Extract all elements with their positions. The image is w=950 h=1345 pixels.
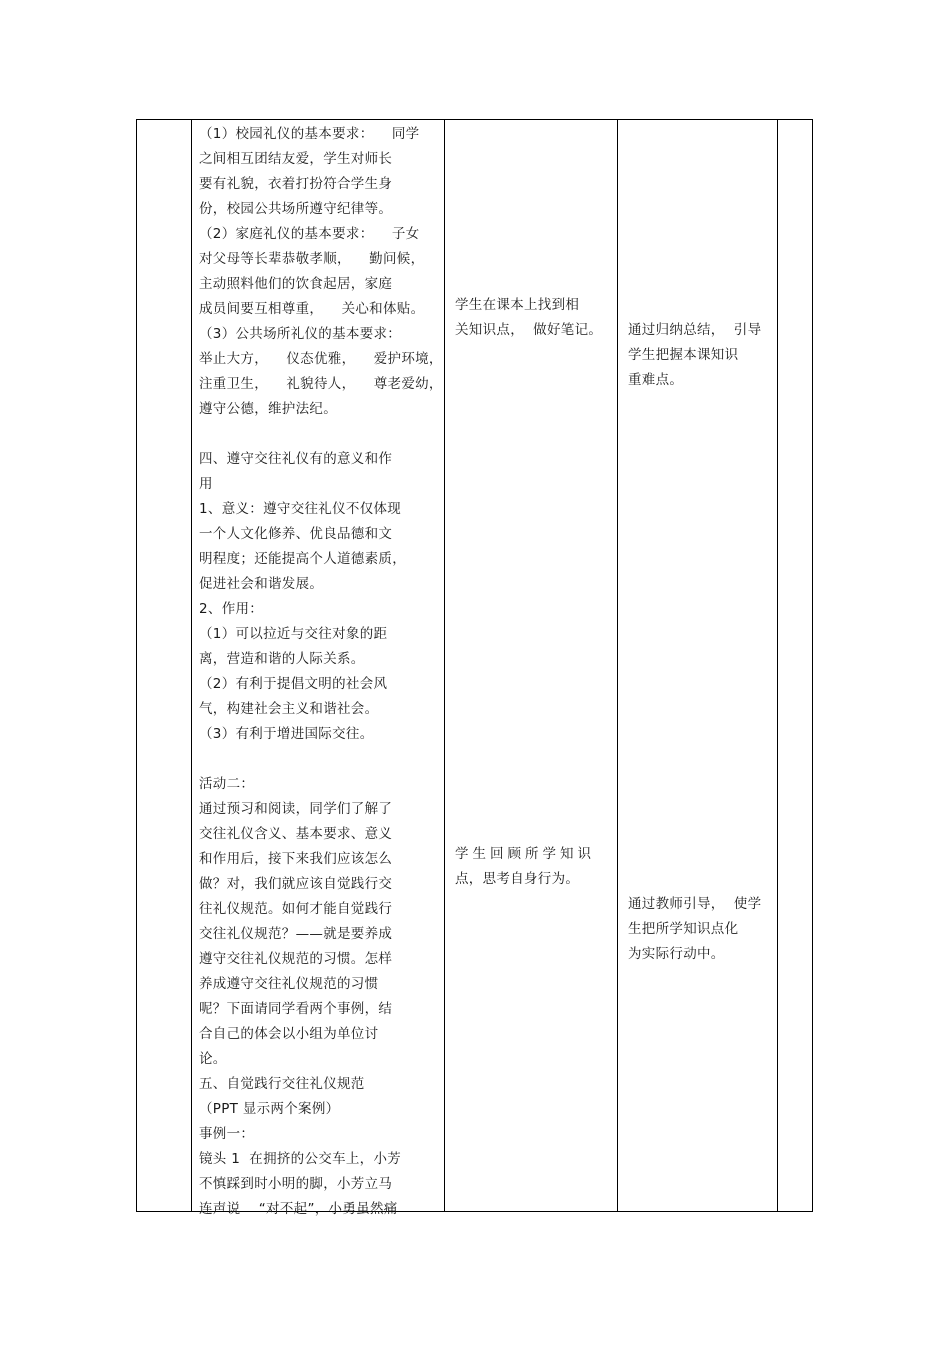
column-divider — [191, 120, 192, 1211]
content-line: 合自己的体会以小组为单位讨 — [199, 1026, 379, 1042]
content-line: 镜头 1 在拥挤的公交车上，小芳 — [199, 1151, 402, 1167]
content-line: 养成遵守交往礼仪规范的习惯 — [199, 976, 379, 992]
content-line: 做？对，我们就应该自觉践行交 — [199, 876, 393, 892]
content-line: 往礼仪规范。如何才能自觉践行 — [199, 901, 393, 917]
content-line: 交往礼仪含义、基本要求、意义 — [199, 826, 393, 842]
content-line: （3）公共场所礼仪的基本要求： — [199, 326, 402, 342]
content-line: 成员间要互相尊重， 关心和体贴。 — [199, 301, 425, 317]
content-line: 事例一： — [199, 1126, 255, 1142]
content-line: 遵守交往礼仪规范的习惯。怎样 — [199, 951, 393, 967]
content-line: 1、意义：遵守交往礼仪不仅体现 — [199, 501, 402, 517]
content-line: 离，营造和谐的人际关系。 — [199, 651, 365, 667]
content-line: 主动照料他们的饮食起居，家庭 — [199, 276, 393, 292]
content-line — [199, 747, 443, 772]
content-line — [199, 422, 443, 447]
content-line: 和作用后，接下来我们应该怎么 — [199, 851, 393, 867]
content-line: 五、自觉践行交往礼仪规范 — [199, 1076, 365, 1092]
content-line: 通过预习和阅读，同学们了解了 — [199, 801, 393, 817]
design-intent-1: 通过归纳总结， 引导 学生把握本课知识 重难点。 — [628, 322, 762, 388]
student-activity-2-line1: 学生回顾所学知识 — [455, 846, 595, 862]
content-line: 举止大方， 仪态优雅， 爱护环境， — [199, 351, 443, 367]
content-line: （3）有利于增进国际交往。 — [199, 726, 374, 742]
content-line: 交往礼仪规范？——就是要养成 — [199, 926, 393, 942]
content-line: （1）校园礼仪的基本要求： 同学 — [199, 126, 420, 142]
column-divider — [777, 120, 778, 1211]
content-line: 呢？下面请同学看两个事例，结 — [199, 1001, 393, 1017]
content-line: 促进社会和谐发展。 — [199, 576, 324, 592]
content-line: 论。 — [199, 1051, 227, 1067]
content-line: （2）有利于提倡文明的社会风 — [199, 676, 388, 692]
content-line: 不慎踩到时小明的脚，小芳立马 — [199, 1176, 393, 1192]
content-line: 活动二： — [199, 776, 255, 792]
content-line: 份，校园公共场所遵守纪律等。 — [199, 201, 393, 217]
content-line: 遵守公德，维护法纪。 — [199, 401, 337, 417]
content-line: 一个人文化修养、优良品德和文 — [199, 526, 393, 542]
content-line: 明程度；还能提高个人道德素质， — [199, 551, 406, 567]
teaching-content-text — [199, 122, 443, 1222]
content-line: 之间相互团结友爱，学生对师长 — [199, 151, 393, 167]
content-line: （PPT 显示两个案例） — [199, 1101, 340, 1117]
student-activity-2-line2: 点，思考自身行为。 — [455, 871, 580, 887]
content-line: （1）可以拉近与交往对象的距 — [199, 626, 388, 642]
content-line: 四、遵守交往礼仪有的意义和作 — [199, 451, 393, 467]
content-line: 气，构建社会主义和谐社会。 — [199, 701, 379, 717]
content-line: 2、作用： — [199, 601, 264, 617]
content-line: 用 — [199, 476, 213, 492]
lesson-plan-table — [136, 119, 813, 1217]
column-divider — [617, 120, 618, 1211]
content-line: 连声说 “对不起”，小勇虽然痛 — [199, 1201, 398, 1217]
content-line: 要有礼貌，衣着打扮符合学生身 — [199, 176, 393, 192]
content-line: （2）家庭礼仪的基本要求： 子女 — [199, 226, 420, 242]
column-divider — [444, 120, 445, 1211]
content-line: 注重卫生， 礼貌待人， 尊老爱幼， — [199, 376, 443, 392]
student-activity-1: 学生在课本上找到相 关知识点， 做好笔记。 — [455, 297, 603, 338]
design-intent-2: 通过教师引导， 使学 生把所学知识点化 为实际行动中。 — [628, 896, 762, 962]
content-line: 对父母等长辈恭敬孝顺， 勤问候， — [199, 251, 425, 267]
